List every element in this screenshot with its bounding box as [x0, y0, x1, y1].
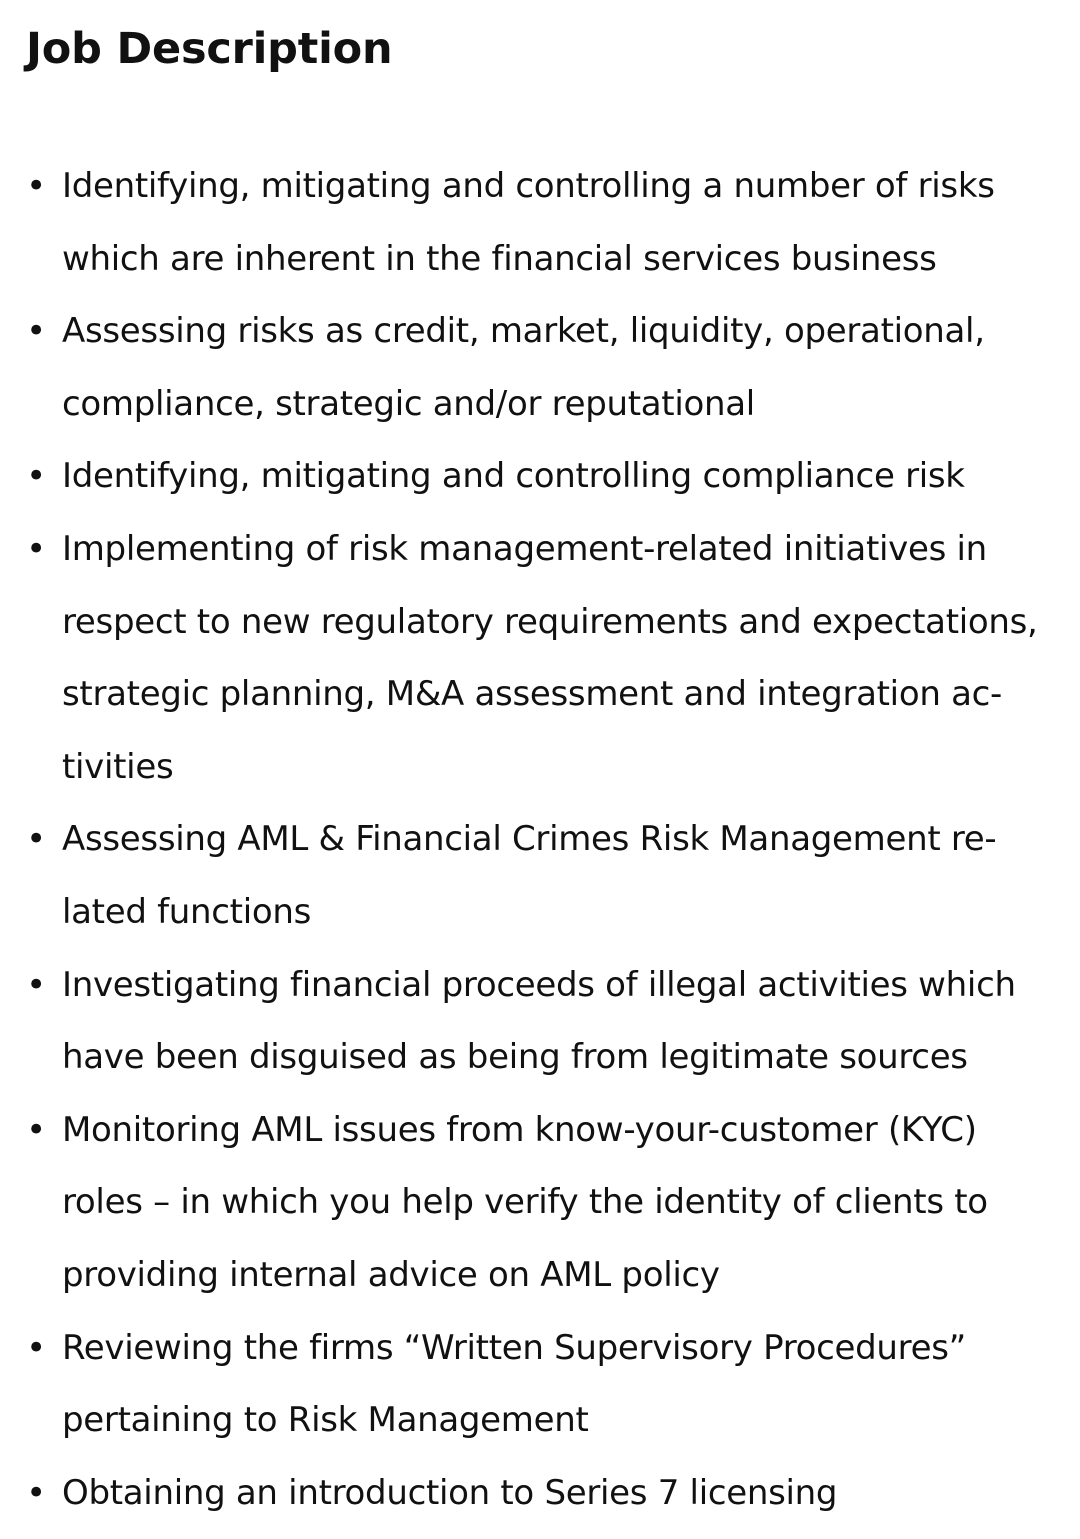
list-item-line: tivities	[62, 746, 174, 787]
list-item-line: lated functions	[62, 891, 312, 932]
list-item	[26, 1457, 1074, 1530]
list-item-line: strategic planning, M&A assessment and integration ac-	[62, 674, 1002, 715]
bullet-icon: •	[26, 1327, 46, 1368]
bullet-icon: •	[26, 1472, 46, 1513]
list-item	[26, 1312, 1074, 1457]
list-item-line: which are inherent in the financial services business	[62, 238, 937, 279]
list-item-line: respect to new regulatory requirements and expectations,	[62, 601, 1038, 642]
list-item	[26, 295, 1074, 440]
list-item-line: Reviewing the firms “Written Supervisory Procedures”	[62, 1327, 966, 1368]
bullet-icon: •	[26, 311, 46, 352]
list-item-line: roles – in which you help verify the identity of clients to	[62, 1182, 988, 1223]
bullet-icon: •	[26, 964, 46, 1005]
list-item-line: Monitoring AML issues from know-your-customer (KYC)	[62, 1109, 977, 1150]
list-item-line: have been disguised as being from legitimate sources	[62, 1037, 968, 1078]
bullet-icon: •	[26, 456, 46, 497]
list-item	[26, 803, 1074, 948]
bullet-icon: •	[26, 1109, 46, 1150]
list-item-line: Identifying, mitigating and controlling compliance risk	[62, 456, 965, 497]
list-item-line: Implementing of risk management-related initiatives in	[62, 528, 987, 569]
bullet-icon: •	[26, 528, 46, 569]
list-item-line: providing internal advice on AML policy	[62, 1254, 720, 1295]
list-item	[26, 949, 1074, 1094]
list-item-line: Assessing risks as credit, market, liquidity, operational,	[62, 311, 985, 352]
bullet-icon: •	[26, 819, 46, 860]
list-item	[26, 513, 1074, 803]
list-item	[26, 1094, 1074, 1312]
list-item-line: pertaining to Risk Management	[62, 1400, 589, 1441]
list-item-line: compliance, strategic and/or reputational	[62, 383, 755, 424]
job-description-list	[26, 150, 1080, 1529]
page-title: Job Description	[26, 24, 393, 74]
list-item-line: Identifying, mitigating and controlling a number of risks	[62, 166, 995, 206]
list-item	[26, 440, 1074, 513]
list-item	[26, 150, 1074, 295]
bullet-icon: •	[26, 166, 46, 206]
list-item-line: Investigating financial proceeds of illegal activities which	[62, 964, 1016, 1005]
list-item-line: Obtaining an introduction to Series 7 licensing	[62, 1472, 838, 1513]
list-item-line: Assessing AML & Financial Crimes Risk Management re-	[62, 819, 997, 860]
